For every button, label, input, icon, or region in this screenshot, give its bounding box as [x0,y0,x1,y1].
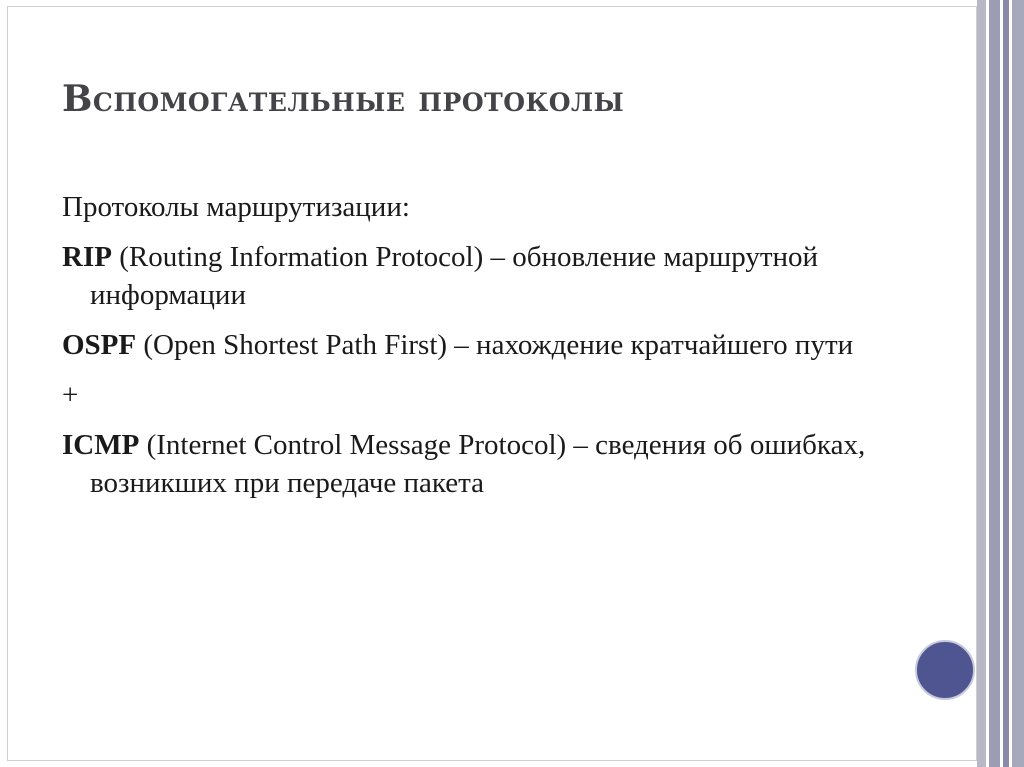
slide-title: Вспомогательные протоколы [62,78,625,120]
protocol-acronym: ICMP [62,429,140,461]
protocol-description: (Open Shortest Path First) – нахождение кратчайшего пути [136,329,854,361]
slide-body [62,188,912,514]
decor-stripe [1012,0,1024,767]
intro-line: Протоколы маршрутизации: [62,191,410,223]
protocol-description: (Internet Control Message Protocol) – сведения об ошибках, возникших при передаче пакета [90,429,866,499]
protocol-item-rip [62,238,912,314]
protocol-description: (Routing Information Protocol) – обновление маршрутной информации [90,241,819,311]
protocol-item-icmp [62,426,912,502]
protocol-acronym: RIP [62,241,112,273]
protocol-item-ospf [62,326,912,364]
decor-circle [915,640,975,700]
protocol-acronym: OSPF [62,329,137,361]
decor-stripe [977,0,986,767]
decor-stripe [989,0,1000,767]
plus-sign: + [62,379,79,411]
